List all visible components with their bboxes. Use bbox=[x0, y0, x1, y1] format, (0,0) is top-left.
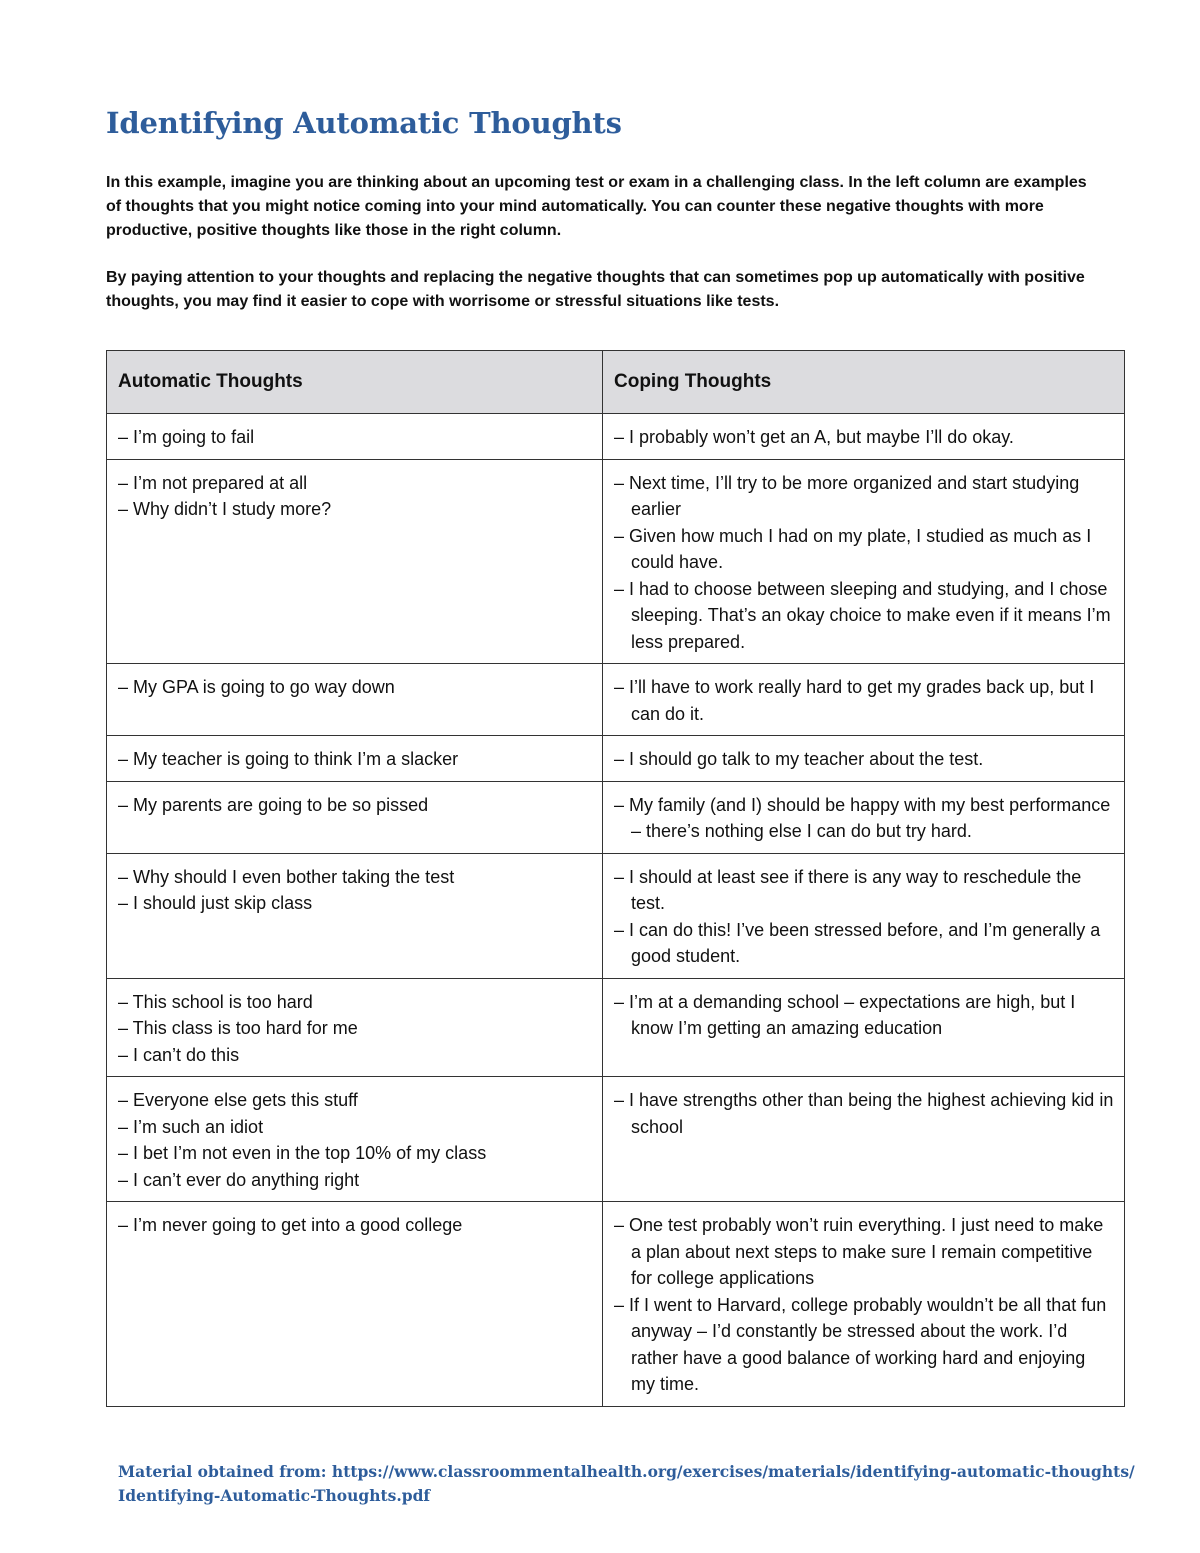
coping-thought-item: – I probably won’t get an A, but maybe I’ll do okay. bbox=[614, 427, 1014, 447]
coping-thought-cell bbox=[603, 853, 1125, 978]
automatic-thought-item: – My GPA is going to go way down bbox=[118, 677, 395, 697]
automatic-thought-item: – I’m never going to get into a good college bbox=[118, 1215, 463, 1235]
coping-thought-cell bbox=[603, 1077, 1125, 1202]
coping-thought-item: – Next time, I’ll try to be more organized and start studying earlier bbox=[614, 472, 1080, 519]
automatic-thought-cell bbox=[107, 414, 603, 460]
automatic-thought-item: – I bet I’m not even in the top 10% of my class bbox=[118, 1143, 487, 1163]
thoughts-table bbox=[106, 350, 1125, 1407]
table-row bbox=[107, 781, 1125, 853]
table-row bbox=[107, 664, 1125, 736]
coping-thought-item: – I should go talk to my teacher about the test. bbox=[614, 749, 984, 769]
automatic-thought-cell bbox=[107, 853, 603, 978]
automatic-thought-item: – My parents are going to be so pissed bbox=[118, 794, 429, 815]
automatic-thought-item: – This school is too hard bbox=[118, 991, 313, 1012]
coping-thought-cell bbox=[603, 781, 1125, 853]
automatic-thought-cell bbox=[107, 781, 603, 853]
coping-thought-item: – Given how much I had on my plate, I studied as much as I could have. bbox=[614, 525, 1092, 572]
coping-thought-item: – I should at least see if there is any way to reschedule the test. bbox=[614, 866, 1082, 913]
automatic-thought-cell bbox=[107, 664, 603, 736]
table-row bbox=[107, 414, 1125, 460]
automatic-thought-cell bbox=[107, 459, 603, 664]
automatic-thought-item: – This class is too hard for me bbox=[118, 1018, 358, 1038]
automatic-thought-item: – I’m going to fail bbox=[118, 427, 255, 447]
coping-thought-item: – I had to choose between sleeping and studying, and I chose sleeping. That’s an okay choice to make even if it means I’m less prepared. bbox=[614, 578, 1111, 652]
automatic-thought-cell bbox=[107, 1077, 603, 1202]
header-coping-thoughts: Coping Thoughts bbox=[603, 351, 1125, 414]
source-citation: Material obtained from: https://www.classroommentalhealth.org/exercises/materials/identifying-automatic-thoughts/ Identifying-Automatic-Thoughts.pdf bbox=[118, 1462, 1135, 1505]
coping-thought-cell bbox=[603, 459, 1125, 664]
table-row bbox=[107, 1202, 1125, 1407]
coping-thought-item: – I’ll have to work really hard to get my grades back up, but I can do it. bbox=[614, 677, 1095, 724]
automatic-thought-item: – Everyone else gets this stuff bbox=[118, 1090, 358, 1110]
automatic-thought-item: – I’m such an idiot bbox=[118, 1116, 264, 1137]
coping-thought-item: – One test probably won’t ruin everything. I just need to make a plan about next steps to make sure I remain competitive for college applications bbox=[614, 1215, 1104, 1288]
table-header-row bbox=[107, 351, 1125, 414]
table-body bbox=[107, 414, 1125, 1407]
automatic-thought-item: – I can’t do this bbox=[118, 1044, 240, 1065]
automatic-thought-item: – My teacher is going to think I’m a slacker bbox=[118, 749, 459, 769]
automatic-thought-item: – Why didn’t I study more? bbox=[118, 499, 332, 519]
automatic-thought-item: – I can’t ever do anything right bbox=[118, 1169, 360, 1190]
coping-thought-item: – My family (and I) should be happy with my best performance – there’s nothing else I can do but try hard. bbox=[614, 794, 1111, 841]
header-automatic-thoughts: Automatic Thoughts bbox=[107, 351, 603, 414]
coping-thought-item: – I have strengths other than being the highest achieving kid in school bbox=[614, 1090, 1114, 1137]
table-row bbox=[107, 1077, 1125, 1202]
coping-thought-cell bbox=[603, 664, 1125, 736]
coping-thought-cell bbox=[603, 414, 1125, 460]
coping-thought-item: – If I went to Harvard, college probably wouldn’t be all that fun anyway – I’d constantly be stressed about the work. I’d rather have a good balance of working hard and enjoying my time. bbox=[614, 1294, 1107, 1394]
automatic-thought-cell bbox=[107, 736, 603, 782]
automatic-thought-cell bbox=[107, 1202, 603, 1407]
page-title: Identifying Automatic Thoughts bbox=[106, 106, 622, 140]
coping-thought-item: – I can do this! I’ve been stressed before, and I’m generally a good student. bbox=[614, 919, 1101, 966]
table-row bbox=[107, 736, 1125, 782]
automatic-thought-item: – I should just skip class bbox=[118, 893, 313, 913]
coping-thought-item: – I’m at a demanding school – expectations are high, but I know I’m getting an amazing education bbox=[614, 991, 1076, 1038]
automatic-thought-cell bbox=[107, 978, 603, 1077]
table-row bbox=[107, 978, 1125, 1077]
automatic-thought-item: – Why should I even bother taking the test bbox=[118, 866, 455, 887]
coping-thought-cell bbox=[603, 736, 1125, 782]
table-row bbox=[107, 853, 1125, 978]
coping-thought-cell bbox=[603, 978, 1125, 1077]
automatic-thought-item: – I’m not prepared at all bbox=[118, 472, 308, 493]
table-row bbox=[107, 459, 1125, 664]
intro-paragraph-1: In this example, imagine you are thinking about an upcoming test or exam in a challenging class. In the left column are examples of thoughts that you might notice coming into your mind automatically. You can counter these negative thoughts with more productive, positive thoughts like those in the right column. bbox=[106, 174, 1087, 239]
intro-paragraph-2: By paying attention to your thoughts and replacing the negative thoughts that can sometimes pop up automatically with positive thoughts, you may find it easier to cope with worrisome or stressful situations like tests. bbox=[106, 269, 1085, 310]
coping-thought-cell bbox=[603, 1202, 1125, 1407]
